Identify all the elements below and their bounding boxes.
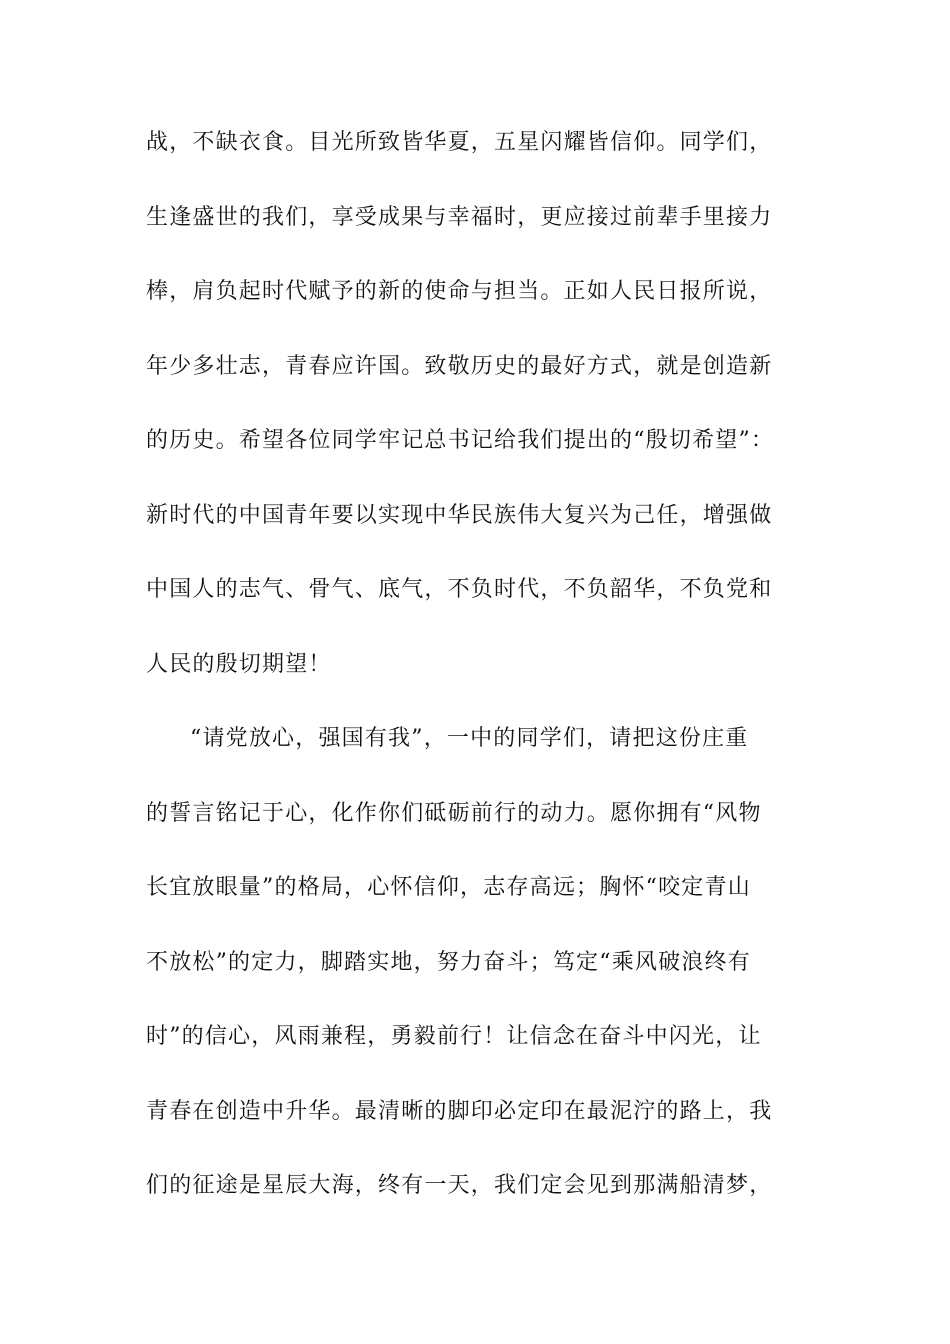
paragraph-start-line: “请党放心，强国有我”，一中的同学们，请把这份庄重 <box>190 726 749 751</box>
text-line: 的历史。希望各位同学牢记总书记给我们提出的“殷切希望”： <box>146 428 775 453</box>
text-line: 生逢盛世的我们，享受成果与幸福时，更应接过前辈手里接力 <box>146 204 773 230</box>
text-line: 年少多壮志，青春应许国。致敬历史的最好方式，就是创造新 <box>146 353 773 379</box>
text-line: 中国人的志气、骨气、底气，不负时代，不负韶华，不负党和 <box>146 577 773 602</box>
text-line: 的誓言铭记于心，化作你们砥砺前行的动力。愿你拥有“风物 <box>146 800 762 826</box>
text-line: 们的征途是星辰大海，终有一天，我们定会见到那满船清梦， <box>146 1173 773 1198</box>
text-line: 时”的信心，风雨兼程，勇毅前行！让信念在奋斗中闪光，让 <box>146 1024 762 1049</box>
text-line: 不放松”的定力，脚踏实地，努力奋斗；笃定“乘风破浪终有 <box>146 949 751 975</box>
text-line: 人民的殷切期望！ <box>146 651 332 677</box>
text-line: 战，不缺衣食。目光所致皆华夏，五星闪耀皆信仰。同学们， <box>146 130 773 155</box>
text-line: 新时代的中国青年要以实现中华民族伟大复兴为己任，增强做 <box>146 502 773 528</box>
text-line: 青春在创造中升华。最清晰的脚印必定印在最泥泞的路上，我 <box>146 1098 773 1124</box>
text-line: 棒，肩负起时代赋予的新的使命与担当。正如人民日报所说， <box>146 279 773 304</box>
text-line: 长宜放眼量”的格局，心怀信仰，志存高远；胸怀“咬定青山 <box>146 875 751 900</box>
body-text <box>146 121 806 1239</box>
